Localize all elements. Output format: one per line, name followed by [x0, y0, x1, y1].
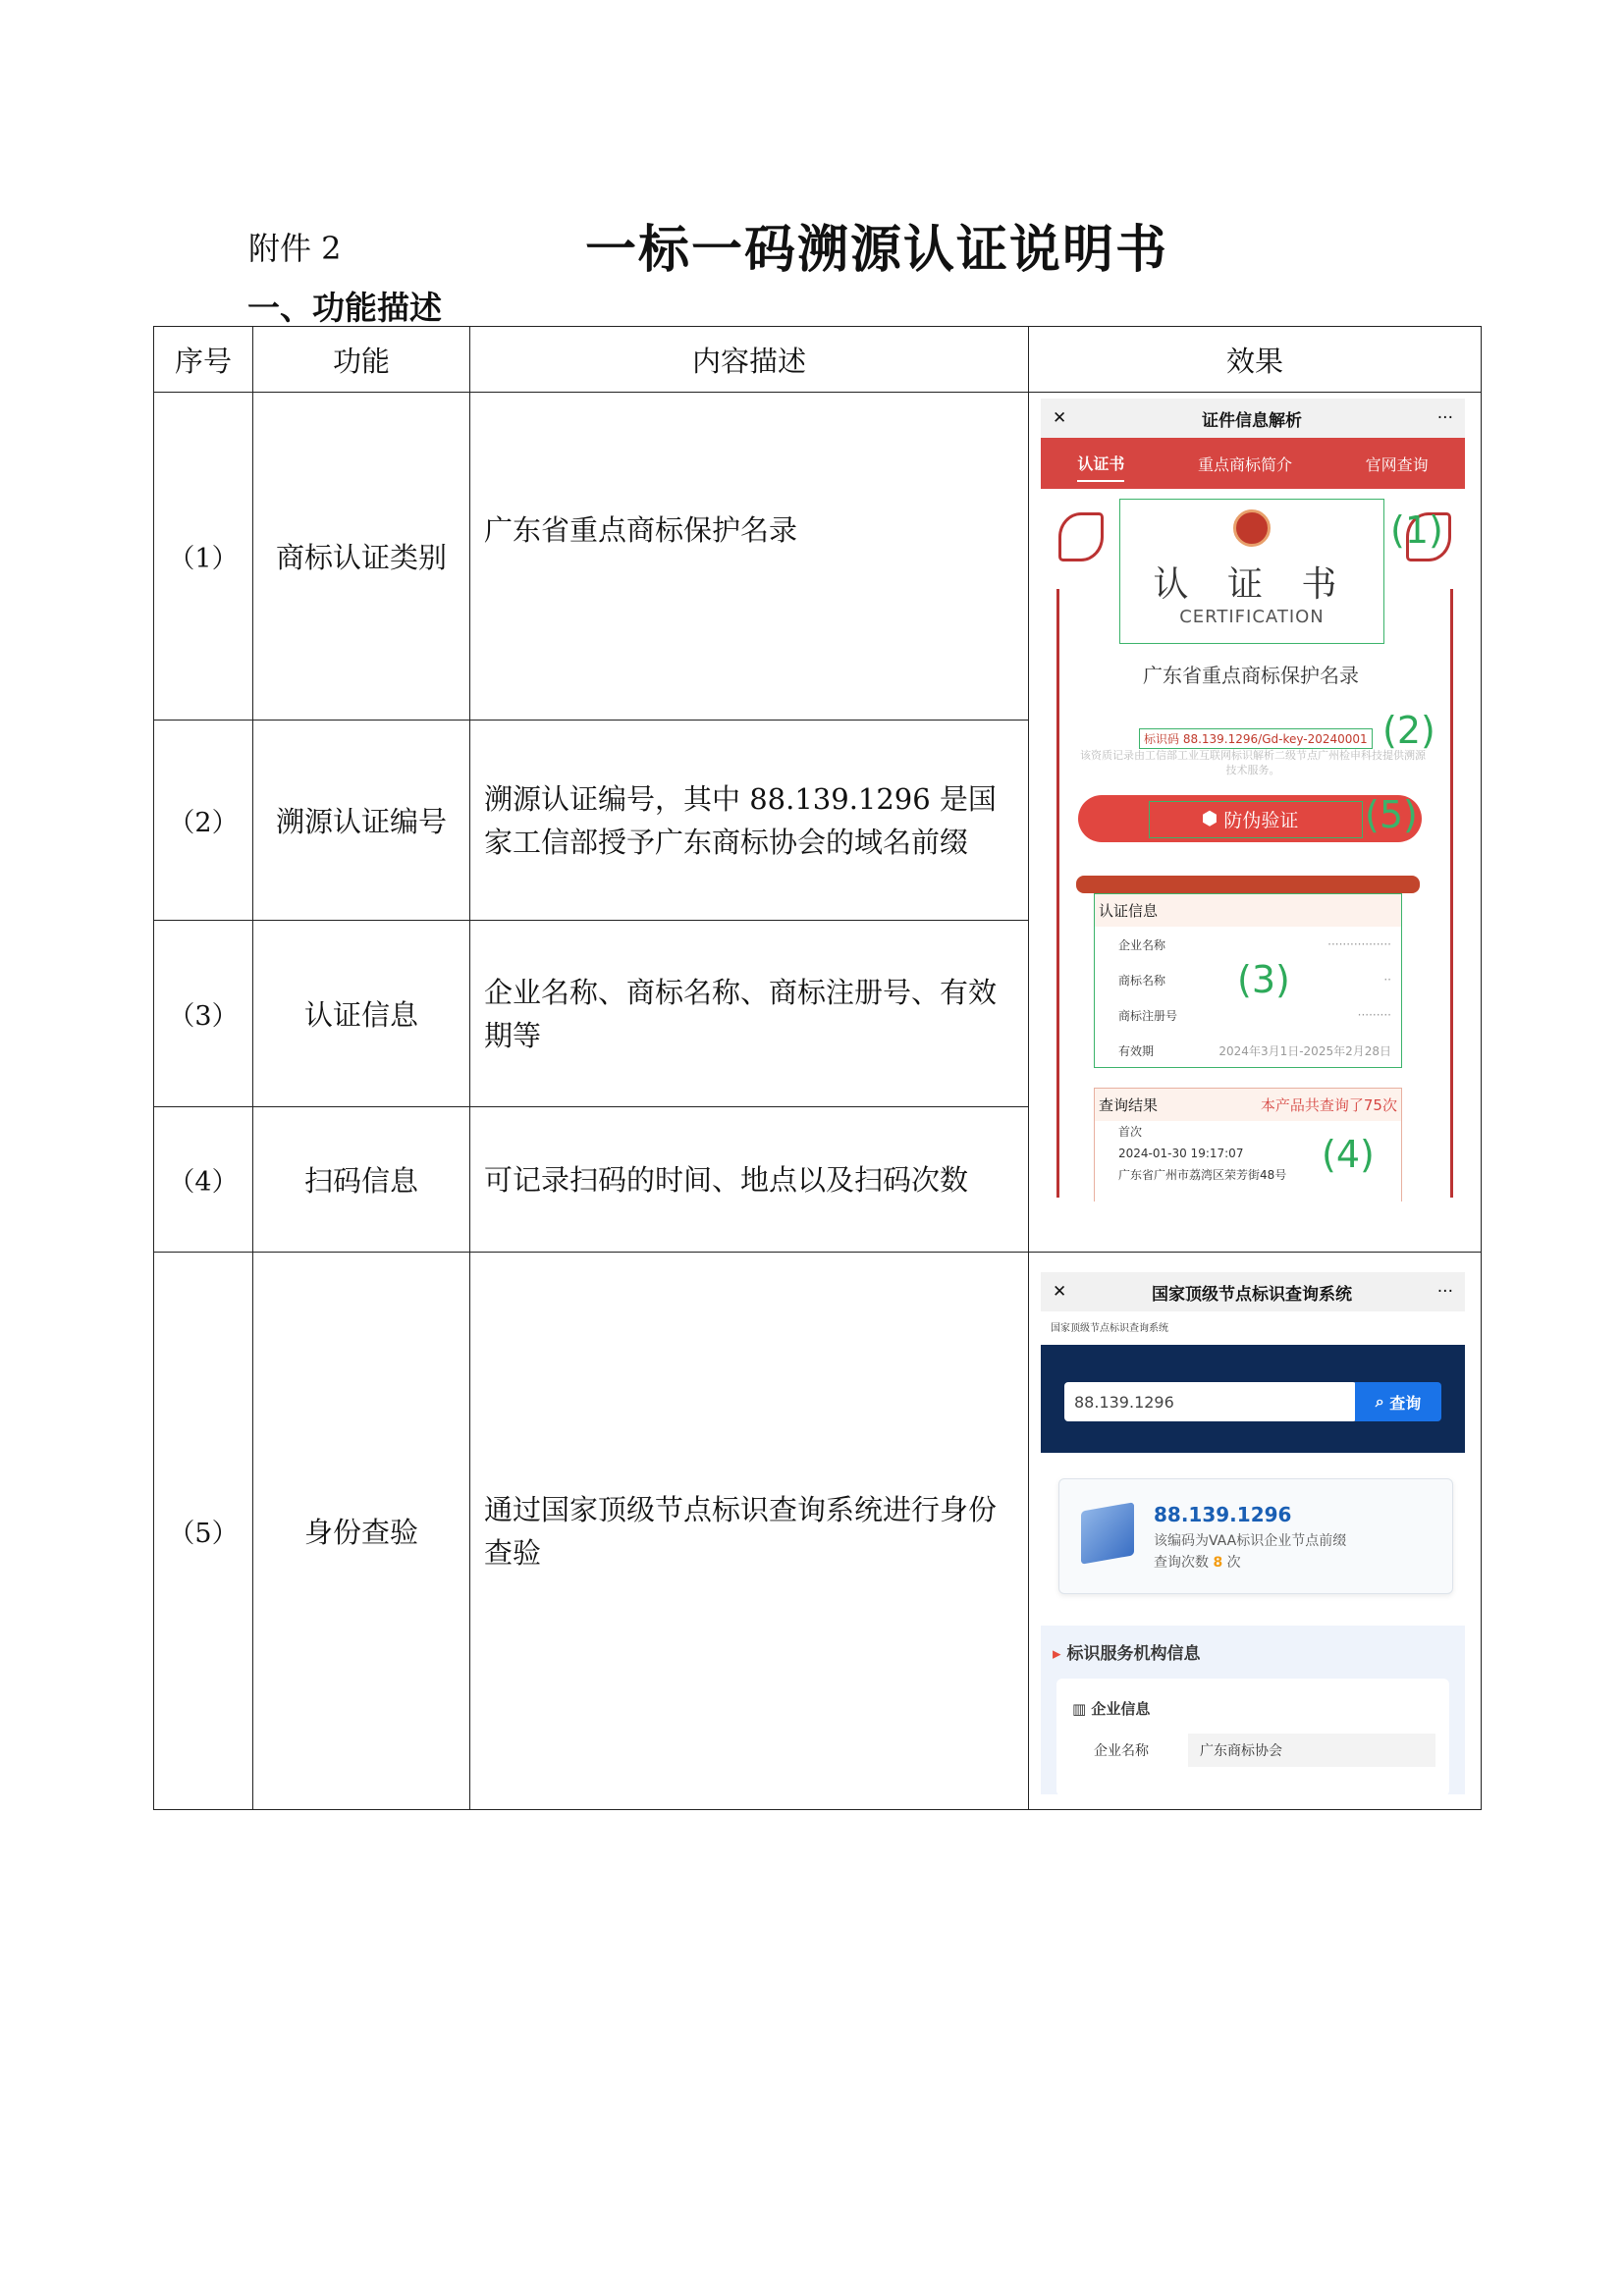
org-subtitle: [1072, 1698, 1150, 1719]
certificate-list-name: 广东省重点商标保护名录: [1143, 664, 1359, 687]
info-row: [1095, 927, 1401, 962]
screen-title: 国家顶级节点标识查询系统: [1152, 1284, 1353, 1305]
callout-label: (3): [1237, 958, 1290, 1001]
tab-trademark-intro[interactable]: 重点商标简介: [1197, 454, 1292, 474]
cube-icon: [1081, 1502, 1134, 1565]
service-note: 该资质记录由工信部工业互联网标识解析二级节点广州检申科技提供溯源技术服务。: [1080, 749, 1426, 776]
triangle-icon: ▸: [1053, 1644, 1061, 1664]
row-function: 商标认证类别: [253, 393, 470, 721]
org-key: 企业名称: [1094, 1743, 1149, 1759]
info-row: [1095, 1033, 1401, 1068]
info-heading: 认证信息: [1095, 894, 1401, 927]
row-number: （2）: [154, 721, 253, 921]
org-title-text: 标识服务机构信息: [1066, 1644, 1201, 1664]
row-description: 可记录扫码的时间、地点以及扫码次数: [470, 1107, 1029, 1253]
info-value: ·········: [1357, 1008, 1391, 1022]
query-count-number: 75: [1363, 1096, 1382, 1114]
first-scan-time: 2024-01-30 19:17:07: [1118, 1147, 1244, 1160]
query-title: 查询结果: [1099, 1096, 1159, 1114]
close-icon[interactable]: ✕: [1053, 1282, 1067, 1302]
result-count-prefix: 查询次数: [1154, 1555, 1209, 1571]
query-heading: [1095, 1089, 1401, 1121]
info-key: 有效期: [1118, 1043, 1155, 1058]
result-count-suffix: 次: [1226, 1555, 1241, 1571]
node-query-screenshot: [1041, 1272, 1465, 1794]
result-code: 88.139.1296: [1154, 1503, 1292, 1526]
callout-label: (2): [1382, 709, 1435, 752]
table-header-row: [154, 327, 1482, 393]
certificate-title: 认 证 书: [1153, 564, 1351, 605]
certificate-subtitle: CERTIFICATION: [1179, 607, 1325, 627]
info-row: [1095, 997, 1401, 1033]
first-scan-address: 广东省广州市荔湾区荣芳街48号: [1118, 1168, 1287, 1182]
callout-label: (1): [1390, 508, 1443, 552]
trace-code: 标识码 88.139.1296/Gd-key-20240001: [1139, 728, 1373, 749]
row-function: 溯源认证编号: [253, 721, 470, 921]
header-cell: 功能: [253, 327, 470, 393]
result-card: [1058, 1478, 1453, 1594]
row-number: （1）: [154, 393, 253, 721]
query-count-prefix: 本产品共查询了: [1260, 1096, 1364, 1114]
search-icon: ⌕: [1375, 1392, 1390, 1411]
query-count-suffix: 次: [1381, 1096, 1397, 1114]
row-function: 扫码信息: [253, 1107, 470, 1253]
info-key: 企业名称: [1118, 937, 1166, 952]
org-value: 广东商标协会: [1188, 1734, 1435, 1767]
screen-title: 证件信息解析: [1202, 410, 1303, 431]
shield-icon: ⬢: [1201, 808, 1224, 829]
header-cell: 效果: [1029, 327, 1482, 393]
document-title: 一标一码溯源认证说明书: [585, 220, 1169, 280]
first-scan-label: 首次: [1118, 1125, 1143, 1139]
search-button[interactable]: [1355, 1382, 1441, 1421]
result-count: [1154, 1552, 1241, 1572]
callout-label: (5): [1365, 793, 1418, 836]
org-subtitle-text: 企业信息: [1091, 1700, 1151, 1718]
result-count-number: 8: [1213, 1555, 1223, 1571]
more-icon[interactable]: ···: [1436, 408, 1453, 428]
building-icon: ▥: [1072, 1700, 1092, 1718]
callout-box: [1149, 801, 1363, 838]
medal-icon: [1219, 509, 1284, 551]
row-description: 通过国家顶级节点标识查询系统进行身份查验: [470, 1253, 1029, 1810]
row-function: 认证信息: [253, 921, 470, 1107]
row-description: 广东省重点商标保护名录: [470, 393, 1029, 721]
row-description: 溯源认证编号，其中 88.139.1296 是国家工信部授予广东商标协会的域名前缀: [470, 721, 1029, 921]
tab-certificate[interactable]: 认证书: [1077, 446, 1124, 482]
scroll-ribbon: [1076, 876, 1420, 893]
frame-border-left: [1056, 589, 1059, 1198]
info-value: ·················: [1327, 937, 1391, 951]
system-subtitle: 国家顶级节点标识查询系统: [1051, 1323, 1168, 1334]
ornament-icon: [1058, 512, 1104, 561]
org-section-title: [1053, 1639, 1201, 1664]
attachment-label: 附件 2: [248, 230, 342, 267]
search-button-label: 查询: [1389, 1393, 1422, 1413]
section-heading: 一、功能描述: [247, 289, 442, 327]
info-value: ··: [1383, 973, 1391, 987]
row-description: 企业名称、商标名称、商标注册号、有效期等: [470, 921, 1029, 1107]
verify-label: 防伪验证: [1223, 809, 1299, 831]
query-count: [1261, 1095, 1397, 1115]
info-value: 2024年3月1日-2025年2月28日: [1218, 1043, 1391, 1058]
info-key: 商标注册号: [1118, 1008, 1178, 1023]
certificate-box: [1119, 499, 1384, 644]
row-number: （5）: [154, 1253, 253, 1810]
header-cell: 内容描述: [470, 327, 1029, 393]
close-icon[interactable]: ✕: [1053, 408, 1067, 428]
certificate-screenshot: [1041, 399, 1465, 1201]
tab-bar: [1041, 438, 1465, 489]
info-key: 商标名称: [1118, 973, 1166, 988]
row-function: 身份查验: [253, 1253, 470, 1810]
header-cell: 序号: [154, 327, 253, 393]
result-description: 该编码为VAA标识企业节点前缀: [1154, 1533, 1347, 1549]
more-icon[interactable]: ···: [1436, 1282, 1453, 1302]
frame-border-right: [1450, 589, 1453, 1198]
top-bar: [1041, 1272, 1465, 1311]
row-number: （3）: [154, 921, 253, 1107]
top-bar: [1041, 399, 1465, 438]
org-card: [1056, 1679, 1449, 1794]
callout-label: (4): [1322, 1133, 1375, 1176]
tab-official-query[interactable]: 官网查询: [1365, 454, 1429, 474]
row-number: （4）: [154, 1107, 253, 1253]
org-row: [1072, 1734, 1435, 1767]
search-input[interactable]: 88.139.1296: [1064, 1382, 1357, 1421]
org-info-section: [1041, 1626, 1465, 1794]
